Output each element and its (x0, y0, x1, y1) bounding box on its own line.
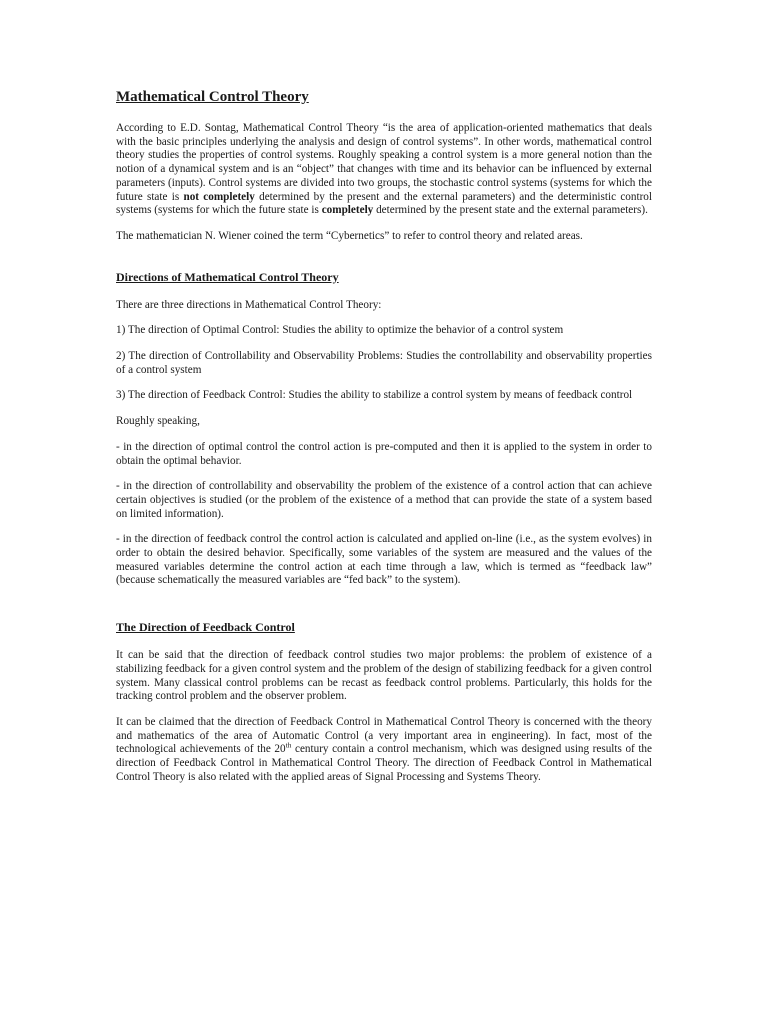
feedback-paragraph-1: It can be said that the direction of feedback control studies two major problems: the problem of existence of a stabilizing feedback for a given control system and the problem of the design of stabilizing feedback for a given control system. Many classical control problems can be recast as feedback control problems. Particularly, this holds for the tracking control problem and the observer problem. (116, 649, 652, 703)
intro-text-a: According to E.D. Sontag, Mathematical Control Theory “is the area of application-oriented mathematics that deals with the basic principles underlying the analysis and design of control systems”. In other words, mathematical control theory studies the properties of control systems. Roughly speaking a control system is a more general notion than the notion of a dynamical system and is an “object” that changes with time and its behavior can be influenced by external parameters (inputs). Control systems are divided into two groups, the stochastic control systems (systems for which the future state is (116, 122, 652, 203)
intro-paragraph (116, 122, 652, 218)
feedback-p2-text-b: century contain a control mechanism, which was designed using results of the direction of Feedback Control in Mathematical Control Theory. The direction of Feedback Control in Mathematical Control Theory is also related with the applied areas of Signal Processing and Systems Theory. (116, 743, 652, 783)
direction-1: 1) The direction of Optimal Control: Studies the ability to optimize the behavior of a control system (116, 324, 564, 337)
feedback-paragraph-2 (116, 716, 652, 785)
bullet-controllability: - in the direction of controllability and observability the problem of the existence of a control action that can achieve certain objectives is studied (or the problem of the existence of a method that can provide the state of a system based on limited information). (116, 480, 652, 520)
direction-3: 3) The direction of Feedback Control: Studies the ability to stabilize a control system by means of feedback control (116, 389, 633, 402)
directions-intro: There are three directions in Mathematical Control Theory: (116, 298, 382, 311)
wiener-paragraph: The mathematician N. Wiener coined the term “Cybernetics” to refer to control theory and related areas. (116, 229, 583, 242)
direction-2: 2) The direction of Controllability and Observability Problems: Studies the controllability and observability properties of a control system (116, 350, 652, 376)
bullet-optimal: - in the direction of optimal control the control action is pre-computed and then it is applied to the system in order to obtain the optimal behavior. (116, 440, 652, 467)
intro-bold-completely: completely (321, 204, 374, 217)
directions-heading: Directions of Mathematical Control Theory (116, 269, 339, 284)
feedback-p2-text-a: It can be claimed that the direction of Feedback Control in Mathematical Control Theory is concerned with the theory and mathematics of the area of Automatic Control (a very important area in engineering). In fact, most of the technological achievements of the 20 (116, 715, 652, 756)
intro-text-c: determined by the present and the external parameters) and the deterministic control systems (systems for which the future state is (116, 190, 653, 217)
feedback-heading: The Direction of Feedback Control (116, 620, 295, 635)
intro-bold-not-completely: not completely (183, 190, 255, 203)
document-title: Mathematical Control Theory (116, 89, 309, 105)
superscript-th: th (285, 740, 292, 750)
intro-text-d: determined by the present state and the external parameters). (373, 204, 648, 217)
bullet-feedback: - in the direction of feedback control the control action is calculated and applied on-line (i.e., as the system evolves) in order to obtain the desired behavior. Specifically, some variables of the system are measured and the values of the measured variables determine the control action at each time through a law, which is termed as “feedback law” (because schematically the measured variables are “fed back” to the system). (116, 533, 652, 587)
roughly-speaking: Roughly speaking, (116, 415, 200, 428)
